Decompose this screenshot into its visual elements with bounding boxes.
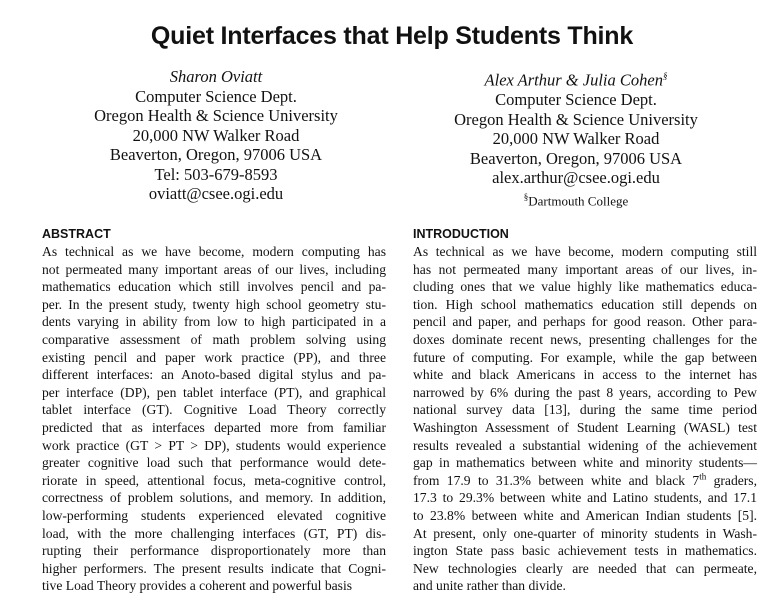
- text-line: dents varying in ability from low to high participated in a: [42, 314, 386, 330]
- text-line: low-performing students experienced elevated cognitive: [42, 507, 386, 523]
- introduction-heading: INTRODUCTION: [413, 227, 509, 241]
- text-line: rupting their performance disproportionately more than: [42, 543, 386, 559]
- text-line: from 17.9 to 31.3% between white and black 7th graders,: [413, 471, 757, 488]
- text-line: tion. High school mathematics education still depends on: [413, 296, 757, 312]
- text-line: comparative assessment of math problem solving using: [42, 331, 386, 347]
- text-line: not permeated many important areas of our lives, including: [42, 261, 386, 277]
- author-institution: Oregon Health & Science University: [454, 109, 698, 129]
- text-line: predicted that as interfaces departed more from familiar: [42, 419, 386, 435]
- abstract-heading: ABSTRACT: [42, 227, 111, 241]
- text-line: As technical as we have become, modern computing has: [42, 244, 386, 259]
- author-email: alex.arthur@csee.ogi.edu: [492, 168, 660, 187]
- author-street: 20,000 NW Walker Road: [492, 129, 660, 148]
- affiliation-note: §Dartmouth College: [523, 191, 629, 208]
- text-line: to 23.8% between white and American Indian students [5].: [413, 507, 757, 523]
- text-line: ington State pass basic achievement tests in mathematics.: [413, 543, 757, 559]
- author-dept: Computer Science Dept.: [135, 86, 297, 106]
- text-line: future of computing. For example, while the gap between: [413, 349, 757, 365]
- author-block-arthur-cohen: [396, 67, 756, 210]
- author-email: oviatt@csee.ogi.edu: [148, 184, 284, 203]
- text-line: At present, only one-quarter of minority students in Wash-: [413, 525, 757, 541]
- abstract-text: [42, 243, 386, 595]
- text-line: pencil and paper, and perhaps for good reason. Other para-: [413, 314, 757, 330]
- text-line: and unite rather than divide.: [413, 578, 566, 594]
- text-line: per interface (DP), pen tablet interface (PT), and graphical: [42, 384, 386, 400]
- text-line: higher performers. The present results indicate that Cogni-: [42, 560, 386, 576]
- text-line: work practice (GT > PT > DP), students would experience: [42, 437, 386, 453]
- author-block-oviatt: [36, 67, 396, 204]
- text-line: greater cognitive load such that performance would dete-: [42, 455, 386, 471]
- text-line: different interfaces: an Anoto-based digital stylus and pa-: [42, 367, 386, 383]
- text-line: existing pencil and paper work practice (PP), and three: [42, 349, 386, 365]
- text-line: per. In the present study, twenty high school geometry stu-: [42, 296, 386, 312]
- text-line: 17.3 to 29.3% between white and Latino students, and 17.1: [413, 490, 757, 506]
- text-line: tablet interface (GT). Cognitive Load Theory correctly: [42, 402, 386, 418]
- author-city: Beaverton, Oregon, 97006 USA: [109, 145, 323, 164]
- author-phone: Tel: 503-679-8593: [154, 164, 278, 184]
- affiliation-mark: §: [662, 71, 668, 81]
- text-line: Washington Assessment of Student Learning (WASL) test: [413, 419, 757, 435]
- text-line: doxes dominate recent news, presenting challenges for the: [413, 331, 757, 347]
- text-line: cluding ones that we value highly like mathematics educa-: [413, 279, 757, 295]
- text-line: tive Load Theory provides a coherent and powerful basis: [42, 578, 353, 594]
- text-line: As technical as we have become, modern computing still: [413, 244, 757, 259]
- text-line: has not permeated many important areas of our lives, in-: [413, 261, 757, 277]
- abstract-section: [42, 227, 386, 595]
- introduction-section: [413, 227, 757, 595]
- introduction-text: [413, 243, 757, 595]
- author-name: Sharon Oviatt: [169, 67, 263, 86]
- author-name: Alex Arthur & Julia Cohen§: [484, 70, 668, 90]
- paper-title: Quiet Interfaces that Help Students Think: [150, 22, 634, 50]
- author-street: 20,000 NW Walker Road: [132, 125, 300, 145]
- text-line: white and black Americans in access to the internet has: [413, 367, 757, 383]
- text-line: mathematics education which still involves pencil and pa-: [42, 279, 386, 295]
- text-line: correctness of problem solutions, and memory. In addition,: [42, 490, 386, 506]
- text-line: load, with the more challenging interfaces (GT, PT) dis-: [42, 525, 386, 541]
- text-line: national survey data [13], during the same time period: [413, 402, 757, 418]
- author-dept: Computer Science Dept.: [495, 90, 657, 109]
- text-line: narrowed by 6% during the past 8 years, according to Pew: [413, 384, 757, 400]
- text-line: New technologies clearly are needed that can permeate,: [413, 560, 757, 576]
- text-line: results revealed a substantial widening of the achievement: [413, 437, 757, 453]
- text-line: gap in mathematics between white and minority students—: [413, 455, 757, 471]
- text-line: riorate in speed, attentional focus, meta-cognitive control,: [42, 472, 386, 488]
- author-institution: Oregon Health & Science University: [94, 106, 338, 125]
- author-city: Beaverton, Oregon, 97006 USA: [469, 148, 683, 168]
